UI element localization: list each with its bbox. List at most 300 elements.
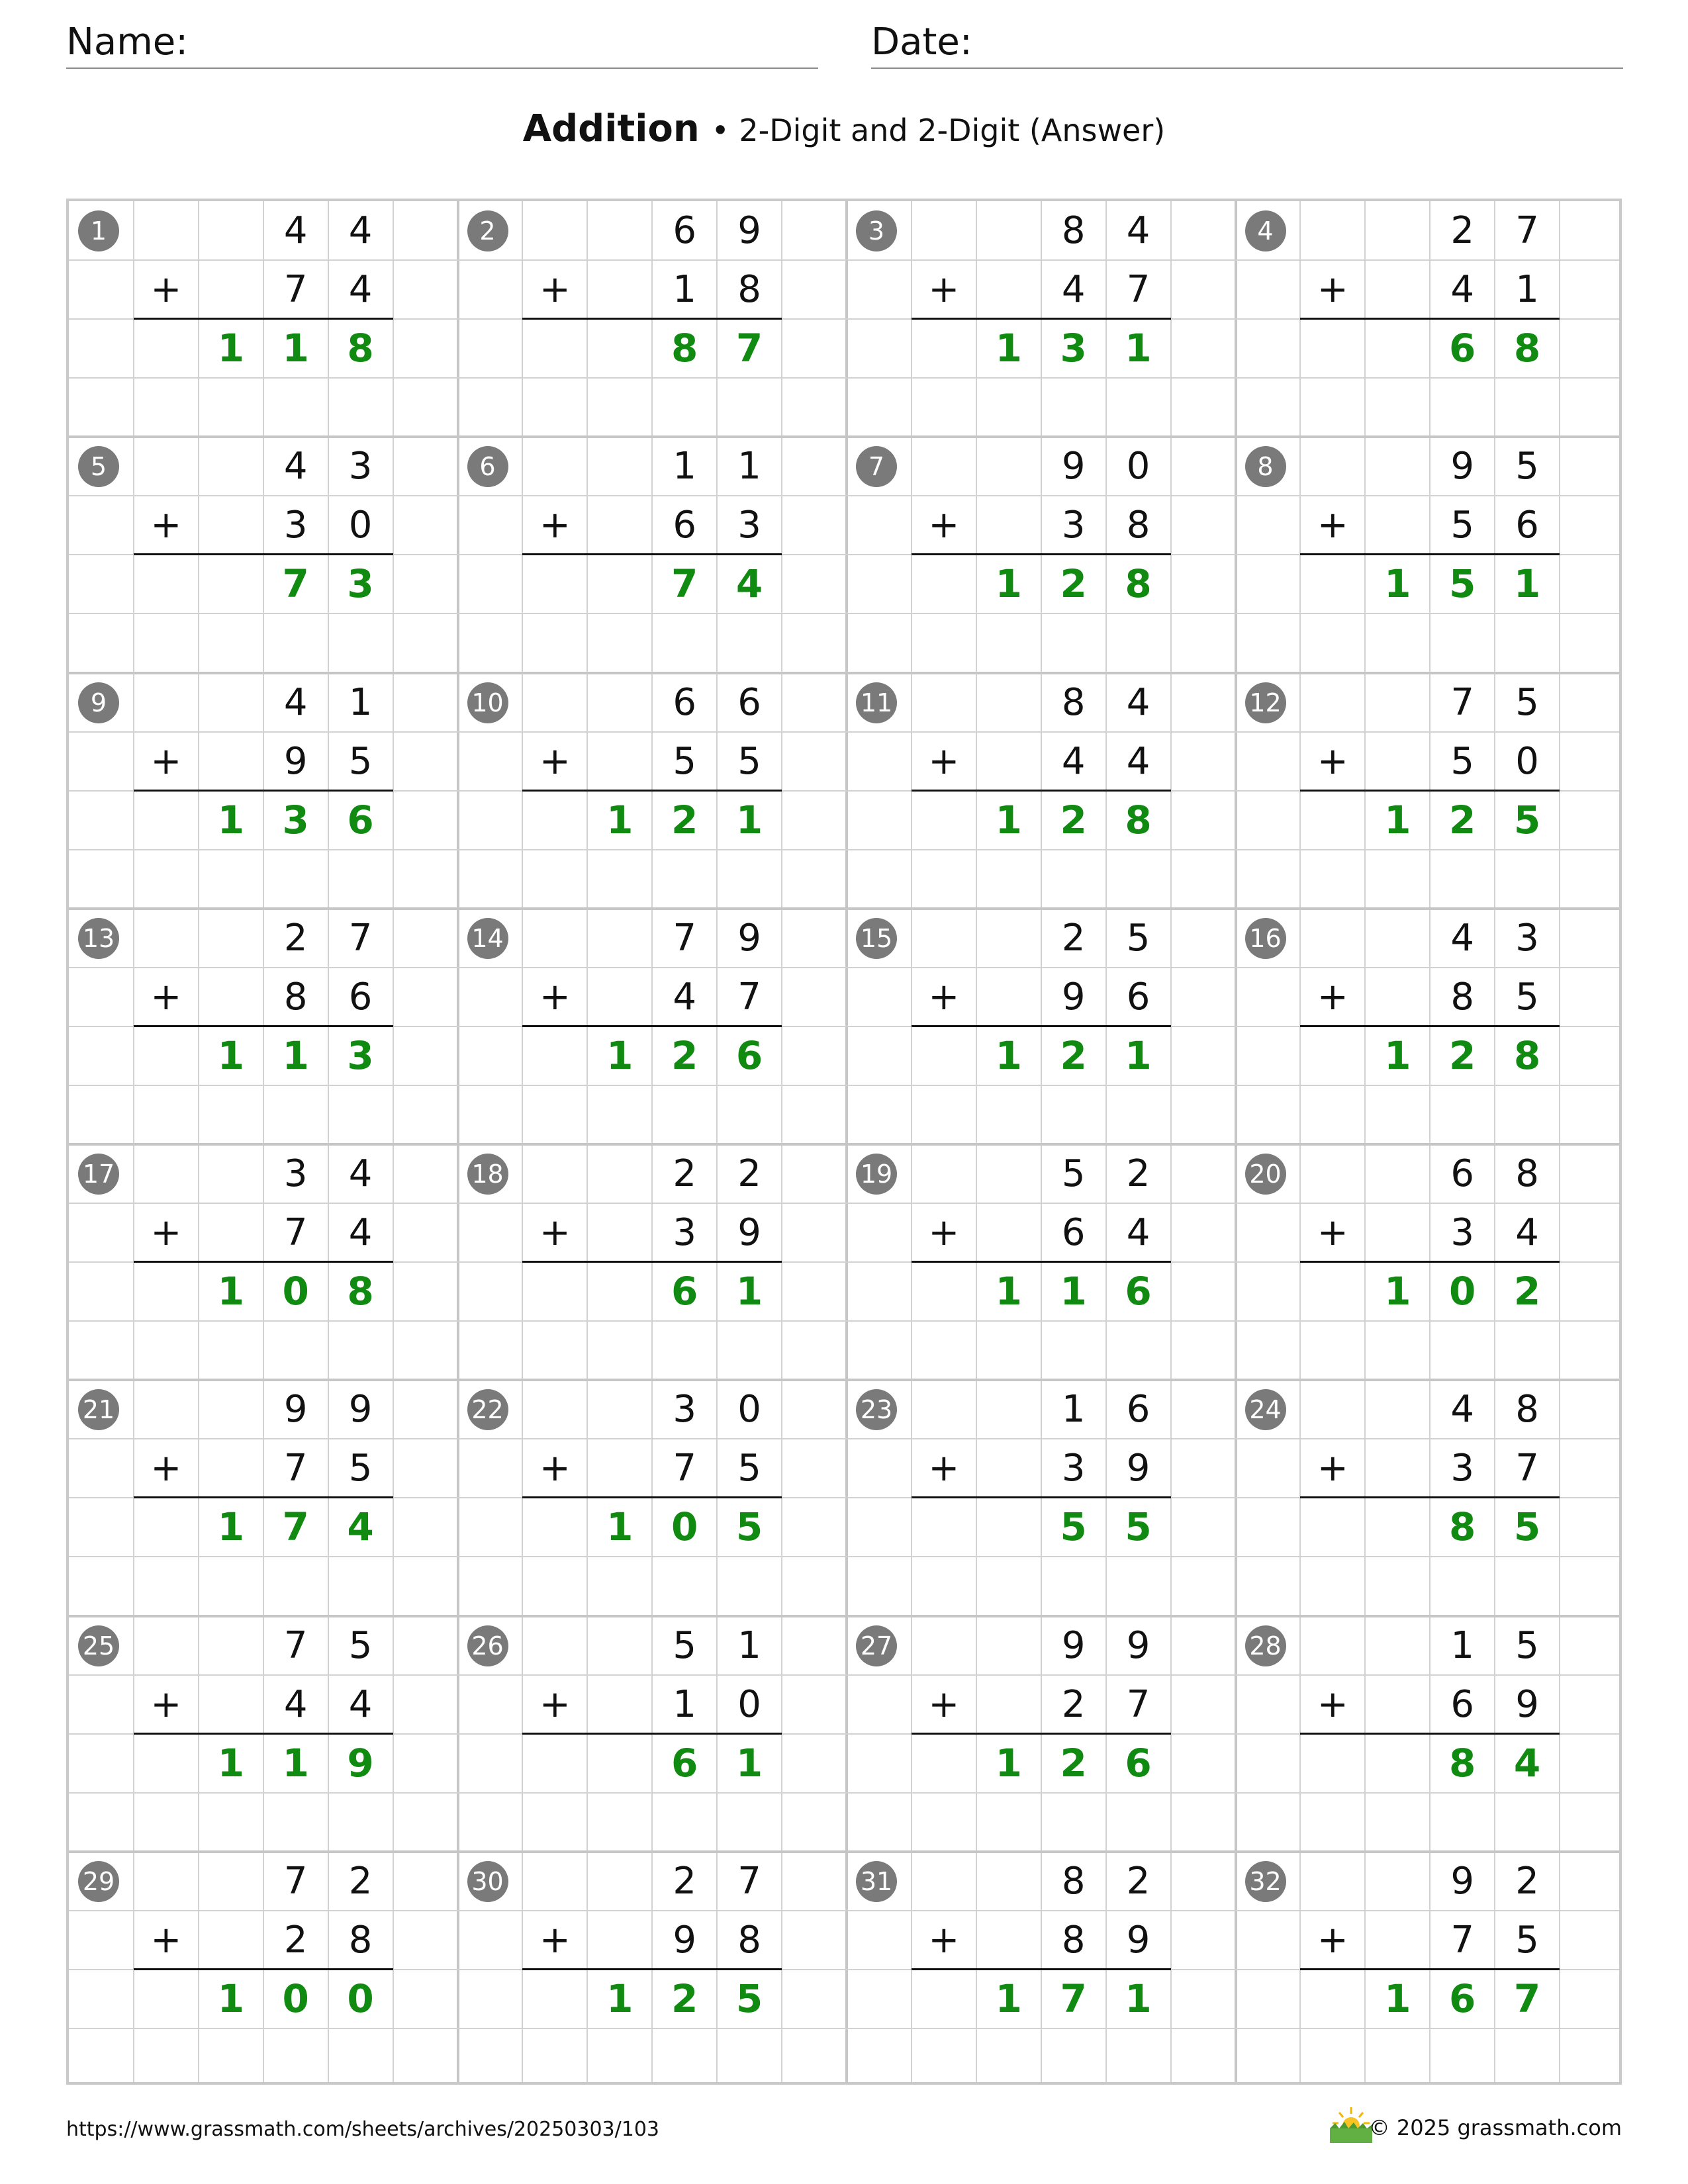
- bottom-addend-digit: 3: [1450, 1211, 1475, 1255]
- answer-digit: 1: [217, 1976, 244, 2021]
- answer-digit: 5: [1513, 1504, 1541, 1550]
- worksheet-title: [0, 106, 1688, 154]
- answer-digit: 1: [217, 797, 244, 842]
- answer-digit: 1: [735, 1269, 763, 1314]
- plus-sign: +: [539, 504, 571, 547]
- top-addend-digit: 8: [1061, 680, 1086, 724]
- bottom-addend-digit: 4: [348, 1682, 373, 1726]
- answer-digit: 7: [282, 561, 309, 607]
- answer-digit: 1: [282, 326, 309, 371]
- answer-digit: 3: [282, 797, 309, 842]
- answer-digit: 1: [995, 561, 1022, 607]
- top-addend-digit: 0: [737, 1388, 761, 1432]
- top-addend-digit: 5: [1061, 1152, 1086, 1195]
- answer-digit: 1: [1125, 326, 1152, 371]
- answer-digit: 2: [1060, 1032, 1087, 1078]
- top-addend-digit: 7: [1515, 209, 1539, 252]
- answer-digit: 6: [347, 797, 374, 842]
- problem: [847, 1616, 1236, 1852]
- answer-digit: 1: [995, 1269, 1022, 1314]
- top-addend-digit: 2: [283, 916, 308, 960]
- answer-digit: 1: [1384, 1032, 1411, 1078]
- plus-sign: +: [1317, 975, 1348, 1019]
- problem: [69, 1144, 458, 1380]
- top-addend-digit: 7: [283, 1623, 308, 1667]
- bottom-addend-digit: 4: [348, 268, 373, 312]
- plus-sign: +: [150, 1211, 182, 1255]
- problem: [69, 1852, 458, 2087]
- top-addend-digit: 9: [1126, 1623, 1150, 1667]
- bottom-addend-digit: 8: [1126, 504, 1150, 547]
- answer-digit: 1: [1384, 1269, 1411, 1314]
- top-addend-digit: 4: [348, 209, 373, 252]
- answer-digit: 1: [1125, 1976, 1152, 2021]
- answer-digit: 8: [1449, 1504, 1476, 1550]
- plus-sign: +: [539, 1211, 571, 1255]
- bottom-addend-digit: 4: [1515, 1211, 1539, 1255]
- top-addend-digit: 5: [673, 1623, 697, 1667]
- answer-digit: 8: [347, 326, 374, 371]
- problem: [1236, 437, 1625, 672]
- problem-number-badge: 13: [78, 918, 119, 959]
- title-subtitle: • 2-Digit and 2-Digit (Answer): [711, 113, 1166, 148]
- top-addend-digit: 8: [1061, 1859, 1086, 1903]
- bottom-addend-digit: 4: [283, 1682, 308, 1726]
- problem: [1236, 201, 1625, 437]
- problem: [847, 909, 1236, 1144]
- plus-sign: +: [1317, 739, 1348, 783]
- problem-number-badge: 11: [856, 682, 897, 723]
- plus-sign: +: [1317, 1211, 1348, 1255]
- answer-digit: 4: [1513, 1740, 1541, 1786]
- bottom-addend-digit: 4: [673, 975, 697, 1019]
- problem-number-badge: 14: [467, 918, 508, 959]
- top-addend-digit: 4: [1450, 916, 1475, 960]
- bottom-addend-digit: 9: [283, 739, 308, 783]
- plus-sign: +: [150, 504, 182, 547]
- problem: [847, 201, 1236, 437]
- name-label: Name:: [66, 21, 189, 64]
- plus-sign: +: [150, 1918, 182, 1962]
- answer-digit: 1: [1060, 1269, 1087, 1314]
- bottom-addend-digit: 5: [1450, 504, 1475, 547]
- plus-sign: +: [928, 268, 960, 312]
- top-addend-digit: 3: [1515, 916, 1539, 960]
- top-addend-digit: 2: [1126, 1859, 1150, 1903]
- problem-number-badge: 26: [467, 1625, 508, 1666]
- top-addend-digit: 6: [673, 680, 697, 724]
- problem: [847, 1144, 1236, 1380]
- bottom-addend-digit: 4: [1450, 268, 1475, 312]
- bottom-addend-digit: 8: [1061, 1918, 1086, 1962]
- problem: [69, 909, 458, 1144]
- problem: [847, 673, 1236, 909]
- bottom-addend-digit: 8: [737, 268, 761, 312]
- problem: [847, 1852, 1236, 2087]
- answer-digit: 1: [606, 1504, 633, 1550]
- problem: [458, 909, 847, 1144]
- bottom-addend-digit: 1: [673, 268, 697, 312]
- problem-number-badge: 23: [856, 1389, 897, 1430]
- answer-digit: 0: [1449, 1269, 1476, 1314]
- problem-number-badge: 29: [78, 1861, 119, 1902]
- problem: [69, 1616, 458, 1852]
- problem-number-badge: 32: [1245, 1861, 1286, 1902]
- problem-number-badge: 15: [856, 918, 897, 959]
- footer-url: https://www.grassmath.com/sheets/archives/20250303/103: [66, 2118, 660, 2141]
- bottom-addend-digit: 9: [1515, 1682, 1539, 1726]
- plus-sign: +: [928, 1211, 960, 1255]
- answer-digit: 2: [671, 797, 698, 842]
- bottom-addend-digit: 6: [1126, 975, 1150, 1019]
- answer-digit: 1: [217, 1504, 244, 1550]
- top-addend-digit: 3: [348, 445, 373, 488]
- plus-sign: +: [150, 1447, 182, 1490]
- problem: [1236, 1616, 1625, 1852]
- bottom-addend-digit: 8: [1450, 975, 1475, 1019]
- top-addend-digit: 1: [348, 680, 373, 724]
- top-addend-digit: 2: [348, 1859, 373, 1903]
- plus-sign: +: [150, 268, 182, 312]
- top-addend-digit: 9: [348, 1388, 373, 1432]
- problem: [69, 201, 458, 437]
- plus-sign: +: [539, 1918, 571, 1962]
- answer-digit: 5: [735, 1504, 763, 1550]
- answer-digit: 8: [671, 326, 698, 371]
- problem-number-badge: 31: [856, 1861, 897, 1902]
- problem: [847, 1380, 1236, 1615]
- answer-digit: 2: [1449, 797, 1476, 842]
- bottom-addend-digit: 4: [1126, 739, 1150, 783]
- top-addend-digit: 4: [1126, 209, 1150, 252]
- top-addend-digit: 4: [283, 209, 308, 252]
- bottom-addend-digit: 7: [283, 1211, 308, 1255]
- top-addend-digit: 5: [1515, 1623, 1539, 1667]
- problem: [458, 201, 847, 437]
- bottom-addend-digit: 0: [1515, 739, 1539, 783]
- top-addend-digit: 8: [1515, 1388, 1539, 1432]
- top-addend-digit: 7: [283, 1859, 308, 1903]
- plus-sign: +: [1317, 1918, 1348, 1962]
- bottom-addend-digit: 6: [1061, 1211, 1086, 1255]
- answer-digit: 1: [217, 326, 244, 371]
- plus-sign: +: [928, 504, 960, 547]
- problem-number-badge: 4: [1245, 210, 1286, 251]
- bottom-addend-digit: 7: [283, 268, 308, 312]
- problem-number-badge: 8: [1245, 446, 1286, 487]
- answer-digit: 5: [1125, 1504, 1152, 1550]
- answer-digit: 1: [1384, 797, 1411, 842]
- answer-digit: 1: [995, 797, 1022, 842]
- answer-digit: 2: [1060, 1740, 1087, 1786]
- answer-digit: 8: [1125, 797, 1152, 842]
- top-addend-digit: 1: [1450, 1623, 1475, 1667]
- problem: [1236, 673, 1625, 909]
- answer-digit: 2: [1449, 1032, 1476, 1078]
- answer-digit: 4: [347, 1504, 374, 1550]
- bottom-addend-digit: 7: [737, 975, 761, 1019]
- top-addend-digit: 3: [673, 1388, 697, 1432]
- top-addend-digit: 1: [1061, 1388, 1086, 1432]
- bottom-addend-digit: 7: [1450, 1918, 1475, 1962]
- date-label: Date:: [871, 21, 972, 64]
- bottom-addend-digit: 7: [673, 1447, 697, 1490]
- bottom-addend-digit: 5: [348, 739, 373, 783]
- top-addend-digit: 1: [737, 445, 761, 488]
- top-addend-digit: 2: [1061, 916, 1086, 960]
- problem-number-badge: 5: [78, 446, 119, 487]
- bottom-addend-digit: 6: [1515, 504, 1539, 547]
- bottom-addend-digit: 4: [348, 1211, 373, 1255]
- top-addend-digit: 7: [1450, 680, 1475, 724]
- bottom-addend-digit: 3: [1061, 1447, 1086, 1490]
- problem: [1236, 909, 1625, 1144]
- problem-number-badge: 18: [467, 1154, 508, 1195]
- problem-number-badge: 22: [467, 1389, 508, 1430]
- answer-digit: 1: [995, 1976, 1022, 2021]
- plus-sign: +: [928, 975, 960, 1019]
- answer-digit: 6: [671, 1269, 698, 1314]
- top-addend-digit: 6: [1126, 1388, 1150, 1432]
- answer-digit: 9: [347, 1740, 374, 1786]
- top-addend-digit: 5: [1126, 916, 1150, 960]
- top-addend-digit: 9: [737, 209, 761, 252]
- bottom-addend-digit: 6: [673, 504, 697, 547]
- top-addend-digit: 5: [1515, 680, 1539, 724]
- problem: [458, 1144, 847, 1380]
- answer-digit: 1: [995, 326, 1022, 371]
- answer-digit: 2: [671, 1032, 698, 1078]
- answer-digit: 0: [282, 1976, 309, 2021]
- problem-grid: [66, 199, 1622, 2085]
- plus-sign: +: [539, 268, 571, 312]
- problem: [69, 1380, 458, 1615]
- bottom-addend-digit: 9: [737, 1211, 761, 1255]
- top-addend-digit: 8: [1061, 209, 1086, 252]
- answer-digit: 1: [1384, 1976, 1411, 2021]
- top-addend-digit: 4: [1126, 680, 1150, 724]
- bottom-addend-digit: 7: [283, 1447, 308, 1490]
- top-addend-digit: 2: [673, 1859, 697, 1903]
- problem-number-badge: 16: [1245, 918, 1286, 959]
- bottom-addend-digit: 5: [1515, 1918, 1539, 1962]
- bottom-addend-digit: 3: [673, 1211, 697, 1255]
- answer-digit: 6: [1449, 1976, 1476, 2021]
- problem: [1236, 1144, 1625, 1380]
- bottom-addend-digit: 8: [737, 1918, 761, 1962]
- top-addend-digit: 9: [1450, 445, 1475, 488]
- bottom-addend-digit: 5: [1515, 975, 1539, 1019]
- top-addend-digit: 2: [673, 1152, 697, 1195]
- answer-digit: 6: [1125, 1269, 1152, 1314]
- top-addend-digit: 4: [283, 680, 308, 724]
- answer-digit: 7: [671, 561, 698, 607]
- top-addend-digit: 5: [348, 1623, 373, 1667]
- bottom-addend-digit: 0: [737, 1682, 761, 1726]
- plus-sign: +: [150, 975, 182, 1019]
- answer-digit: 1: [1384, 561, 1411, 607]
- bottom-addend-digit: 3: [737, 504, 761, 547]
- answer-digit: 3: [347, 561, 374, 607]
- problem-number-badge: 7: [856, 446, 897, 487]
- answer-digit: 1: [735, 797, 763, 842]
- bottom-addend-digit: 9: [1061, 975, 1086, 1019]
- problem-number-badge: 9: [78, 682, 119, 723]
- bottom-addend-digit: 5: [348, 1447, 373, 1490]
- bottom-addend-digit: 3: [1061, 504, 1086, 547]
- answer-digit: 2: [671, 1976, 698, 2021]
- answer-digit: 2: [1060, 561, 1087, 607]
- answer-digit: 5: [1060, 1504, 1087, 1550]
- answer-digit: 6: [1449, 326, 1476, 371]
- answer-digit: 1: [606, 1032, 633, 1078]
- bottom-addend-digit: 1: [1515, 268, 1539, 312]
- plus-sign: +: [1317, 1447, 1348, 1490]
- top-addend-digit: 6: [1450, 1152, 1475, 1195]
- problem-number-badge: 12: [1245, 682, 1286, 723]
- bottom-addend-digit: 7: [1126, 1682, 1150, 1726]
- bottom-addend-digit: 1: [673, 1682, 697, 1726]
- title-main: Addition: [522, 107, 700, 150]
- answer-digit: 2: [1060, 797, 1087, 842]
- answer-digit: 0: [347, 1976, 374, 2021]
- plus-sign: +: [150, 1682, 182, 1726]
- top-addend-digit: 9: [1450, 1859, 1475, 1903]
- answer-digit: 1: [735, 1740, 763, 1786]
- plus-sign: +: [150, 739, 182, 783]
- answer-digit: 7: [1060, 1976, 1087, 2021]
- answer-digit: 4: [735, 561, 763, 607]
- answer-digit: 6: [1125, 1740, 1152, 1786]
- bottom-addend-digit: 5: [737, 739, 761, 783]
- answer-digit: 7: [1513, 1976, 1541, 2021]
- plus-sign: +: [928, 1447, 960, 1490]
- plus-sign: +: [1317, 504, 1348, 547]
- top-addend-digit: 7: [673, 916, 697, 960]
- answer-digit: 0: [671, 1504, 698, 1550]
- answer-digit: 5: [1513, 797, 1541, 842]
- bottom-addend-digit: 5: [1450, 739, 1475, 783]
- problem-number-badge: 24: [1245, 1389, 1286, 1430]
- top-addend-digit: 9: [1061, 1623, 1086, 1667]
- answer-digit: 8: [347, 1269, 374, 1314]
- top-addend-digit: 1: [737, 1623, 761, 1667]
- bottom-addend-digit: 8: [283, 975, 308, 1019]
- bottom-addend-digit: 4: [1126, 1211, 1150, 1255]
- problem: [458, 1380, 847, 1615]
- top-addend-digit: 4: [348, 1152, 373, 1195]
- problem-number-badge: 10: [467, 682, 508, 723]
- bottom-addend-digit: 2: [283, 1918, 308, 1962]
- answer-digit: 8: [1513, 326, 1541, 371]
- bottom-addend-digit: 3: [283, 504, 308, 547]
- problem: [69, 673, 458, 909]
- problem-number-badge: 19: [856, 1154, 897, 1195]
- top-addend-digit: 3: [283, 1152, 308, 1195]
- top-addend-digit: 0: [1126, 445, 1150, 488]
- bottom-addend-digit: 9: [673, 1918, 697, 1962]
- problem: [69, 437, 458, 672]
- plus-sign: +: [1317, 268, 1348, 312]
- bottom-addend-digit: 8: [348, 1918, 373, 1962]
- problem-number-badge: 27: [856, 1625, 897, 1666]
- problem-number-badge: 1: [78, 210, 119, 251]
- name-field[interactable]: [66, 21, 818, 69]
- answer-digit: 1: [606, 1976, 633, 2021]
- bottom-addend-digit: 9: [1126, 1447, 1150, 1490]
- grass-sun-logo-icon: [1327, 2105, 1375, 2144]
- problem: [1236, 1380, 1625, 1615]
- date-field[interactable]: [871, 21, 1623, 69]
- answer-digit: 1: [282, 1032, 309, 1078]
- plus-sign: +: [928, 1682, 960, 1726]
- bottom-addend-digit: 7: [1126, 268, 1150, 312]
- top-addend-digit: 9: [737, 916, 761, 960]
- answer-digit: 3: [347, 1032, 374, 1078]
- problem-number-badge: 3: [856, 210, 897, 251]
- plus-sign: +: [539, 975, 571, 1019]
- answer-digit: 2: [1513, 1269, 1541, 1314]
- footer-copyright: © 2025 grassmath.com: [1368, 2115, 1622, 2140]
- top-addend-digit: 2: [1515, 1859, 1539, 1903]
- problem-number-badge: 6: [467, 446, 508, 487]
- problem-number-badge: 2: [467, 210, 508, 251]
- bottom-addend-digit: 2: [1061, 1682, 1086, 1726]
- problem-number-badge: 20: [1245, 1154, 1286, 1195]
- top-addend-digit: 5: [1515, 445, 1539, 488]
- top-addend-digit: 2: [1450, 209, 1475, 252]
- bottom-addend-digit: 7: [1515, 1447, 1539, 1490]
- answer-digit: 1: [1125, 1032, 1152, 1078]
- answer-digit: 1: [995, 1740, 1022, 1786]
- bottom-addend-digit: 6: [348, 975, 373, 1019]
- answer-digit: 7: [282, 1504, 309, 1550]
- problem-number-badge: 21: [78, 1389, 119, 1430]
- plus-sign: +: [539, 1682, 571, 1726]
- bottom-addend-digit: 3: [1450, 1447, 1475, 1490]
- plus-sign: +: [539, 739, 571, 783]
- problem: [458, 437, 847, 672]
- plus-sign: +: [539, 1447, 571, 1490]
- answer-digit: 1: [217, 1032, 244, 1078]
- problem: [458, 673, 847, 909]
- answer-digit: 6: [735, 1032, 763, 1078]
- bottom-addend-digit: 6: [1450, 1682, 1475, 1726]
- answer-digit: 5: [1449, 561, 1476, 607]
- answer-digit: 8: [1125, 561, 1152, 607]
- answer-digit: 5: [735, 1976, 763, 2021]
- top-addend-digit: 1: [673, 445, 697, 488]
- problem-number-badge: 25: [78, 1625, 119, 1666]
- answer-digit: 1: [282, 1740, 309, 1786]
- answer-digit: 3: [1060, 326, 1087, 371]
- plus-sign: +: [928, 1918, 960, 1962]
- top-addend-digit: 7: [348, 916, 373, 960]
- answer-digit: 1: [217, 1269, 244, 1314]
- answer-digit: 0: [282, 1269, 309, 1314]
- answer-digit: 8: [1513, 1032, 1541, 1078]
- problem: [458, 1616, 847, 1852]
- plus-sign: +: [1317, 1682, 1348, 1726]
- top-addend-digit: 8: [1515, 1152, 1539, 1195]
- bottom-addend-digit: 4: [1061, 268, 1086, 312]
- answer-digit: 1: [995, 1032, 1022, 1078]
- top-addend-digit: 2: [737, 1152, 761, 1195]
- top-addend-digit: 4: [283, 445, 308, 488]
- bottom-addend-digit: 5: [673, 739, 697, 783]
- top-addend-digit: 2: [1126, 1152, 1150, 1195]
- top-addend-digit: 7: [737, 1859, 761, 1903]
